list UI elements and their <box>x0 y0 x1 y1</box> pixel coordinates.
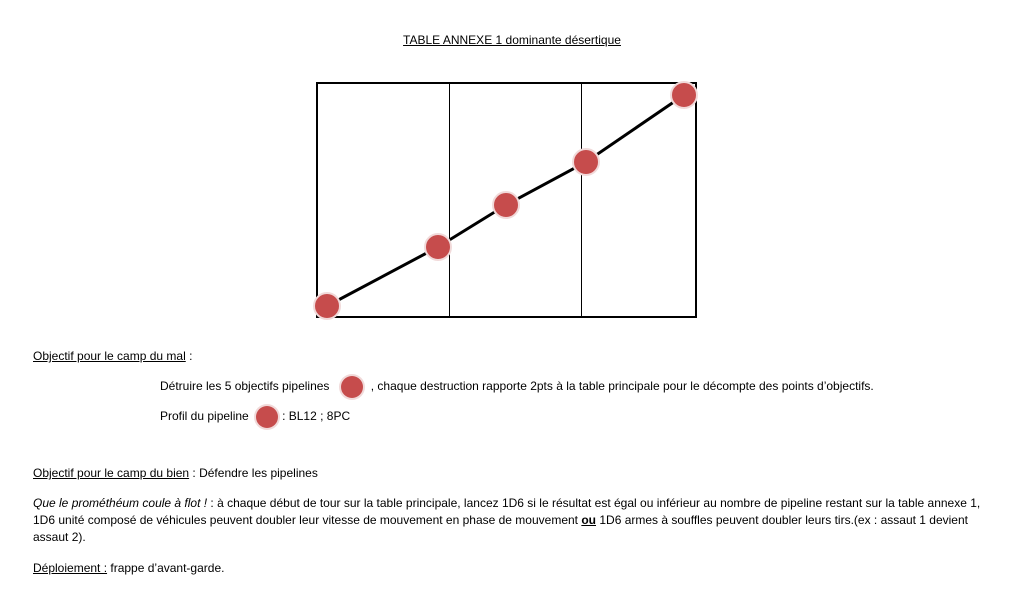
evil-camp-heading-suffix: : <box>185 349 193 363</box>
page-title: TABLE ANNEXE 1 dominante désertique <box>403 33 621 47</box>
evil-objective-prefix: Détruire les 5 objectifs pipelines <box>160 379 330 394</box>
deployment-value: frappe d’avant-garde. <box>107 561 225 575</box>
good-camp-heading-line <box>33 466 318 481</box>
deployment-label: Déploiement : <box>33 561 108 575</box>
pipeline-profile-prefix: Profil du pipeline <box>160 409 249 424</box>
special-rule-or-word: ou <box>581 513 597 527</box>
special-rule-text-b: 1D6 armes à souffles peuvent doubler leurs tirs.(ex : assaut 1 devient assaut 2). <box>33 513 968 544</box>
evil-objective-line <box>160 376 874 398</box>
table-map <box>316 82 697 318</box>
good-camp-objective: : Défendre les pipelines <box>189 466 318 480</box>
special-rule-name: Que le prométhéum coule à flot ! <box>33 496 208 510</box>
deployment-line <box>33 561 224 576</box>
evil-objective-suffix: , chaque destruction rapporte 2pts à la table principale pour le décompte des points d’objectifs. <box>370 379 874 394</box>
pipeline-profile-line <box>160 406 350 428</box>
map-zone-divider <box>581 84 582 316</box>
pipeline-marker-icon <box>341 376 363 398</box>
special-rule-text-a: : à chaque début de tour sur la table principale, lancez 1D6 si le résultat est égal ou inférieur au nombre de pipeline restant sur la table annexe 1, 1D6 unité composé de véhicules peuvent doubler leur vitesse de mouvement en phase de mouvement <box>33 496 981 527</box>
pipeline-marker-icon <box>256 406 278 428</box>
evil-camp-heading-line <box>33 349 192 364</box>
good-camp-heading: Objectif pour le camp du bien <box>33 466 190 480</box>
map-zone-divider <box>449 84 450 316</box>
evil-camp-heading: Objectif pour le camp du mal <box>33 349 186 363</box>
pipeline-profile-suffix: : BL12 ; 8PC <box>282 409 351 424</box>
special-rule-paragraph <box>33 495 993 546</box>
